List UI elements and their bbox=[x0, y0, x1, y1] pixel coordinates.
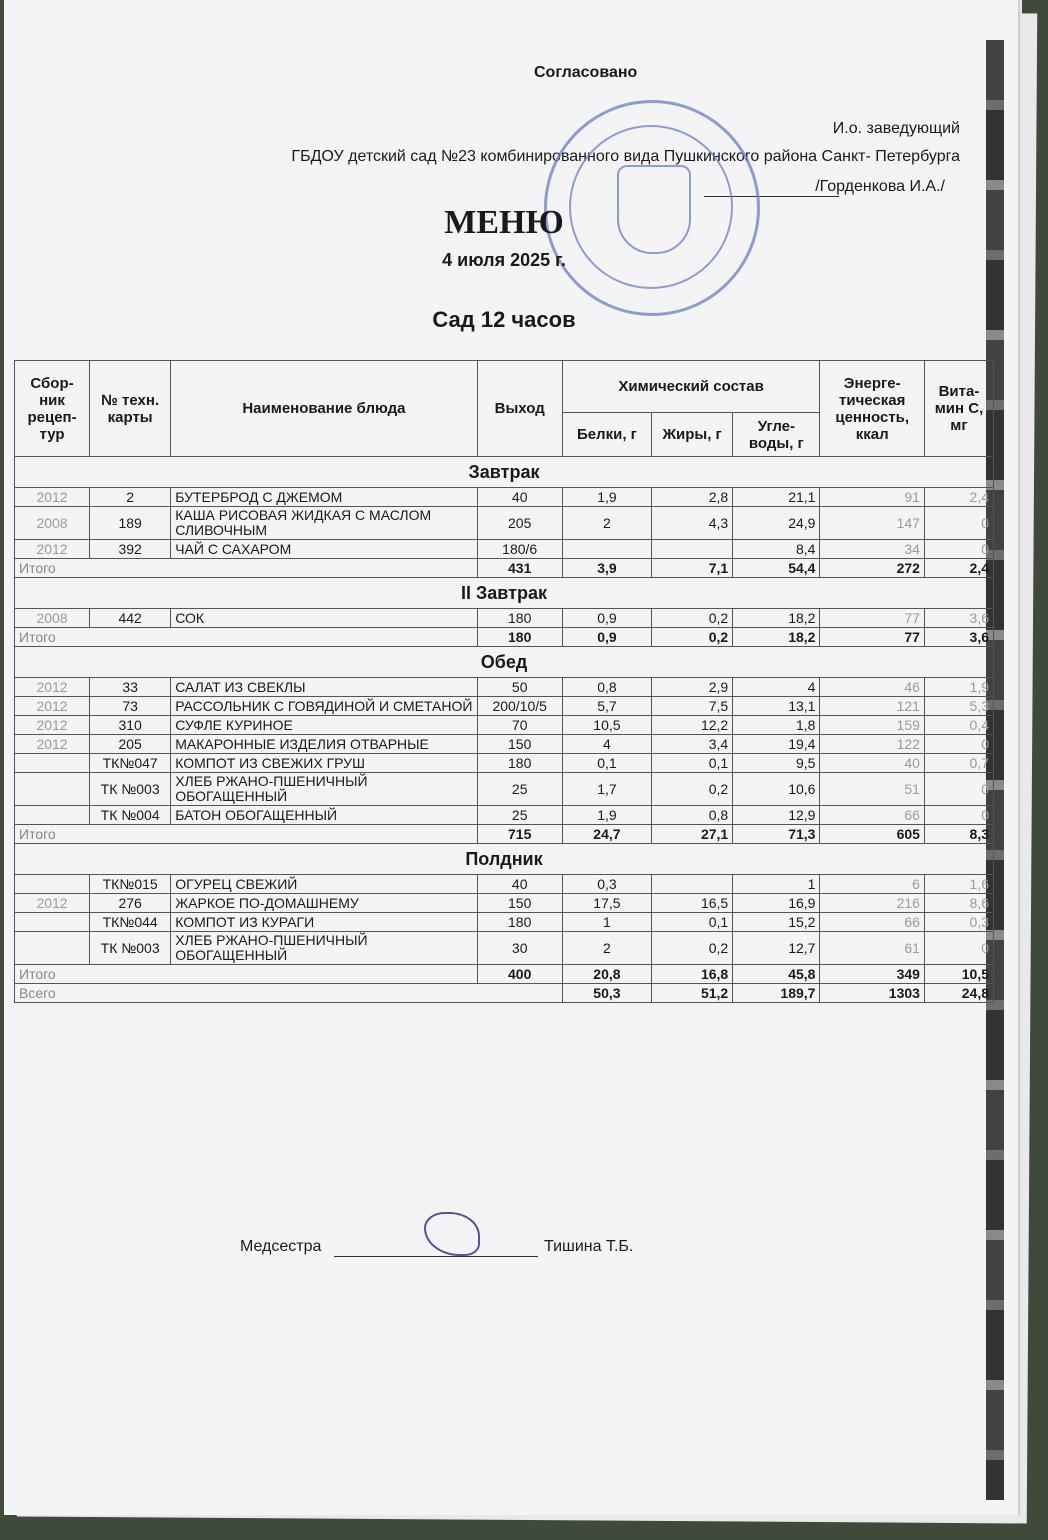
cell-card: 33 bbox=[90, 678, 171, 697]
total-fat: 7,1 bbox=[652, 559, 733, 578]
cell-carbs: 1,8 bbox=[733, 716, 820, 735]
cell-energy: 122 bbox=[820, 735, 924, 754]
organization-name: ГБДОУ детский сад №23 комбинированного вида Пушкинского района Санкт- Петербурга bbox=[291, 148, 960, 165]
cell-card: 442 bbox=[90, 609, 171, 628]
total-energy: 349 bbox=[820, 965, 924, 984]
col-card: № техн. карты bbox=[90, 361, 171, 457]
section-title: II Завтрак bbox=[15, 578, 994, 609]
cell-dish: РАССОЛЬНИК С ГОВЯДИНОЙ И СМЕТАНОЙ bbox=[171, 697, 477, 716]
cell-dish: ЖАРКОЕ ПО-ДОМАШНЕМУ bbox=[171, 894, 477, 913]
nurse-label: Медсестра bbox=[240, 1238, 322, 1255]
cell-yield: 205 bbox=[477, 507, 562, 540]
total-row bbox=[15, 965, 994, 984]
cell-fat: 0,8 bbox=[652, 806, 733, 825]
cell-dish: ЧАЙ С САХАРОМ bbox=[171, 540, 477, 559]
section-header bbox=[15, 647, 994, 678]
cell-collection: 2012 bbox=[15, 697, 90, 716]
signer-name: /Горденкова И.А./ bbox=[815, 178, 945, 195]
total-carbs: 18,2 bbox=[733, 628, 820, 647]
cell-fat bbox=[652, 875, 733, 894]
cell-card: ТК№047 bbox=[90, 754, 171, 773]
menu-table bbox=[14, 360, 994, 1003]
grand-total-fat: 51,2 bbox=[652, 984, 733, 1003]
table-row bbox=[15, 806, 994, 825]
cell-collection: 2012 bbox=[15, 894, 90, 913]
cell-dish: СУФЛЕ КУРИНОЕ bbox=[171, 716, 477, 735]
section-header bbox=[15, 844, 994, 875]
acting-head-label: И.о. заведующий bbox=[832, 120, 960, 137]
cell-vitc: 0,3 bbox=[924, 913, 993, 932]
total-energy: 272 bbox=[820, 559, 924, 578]
cell-carbs: 1 bbox=[733, 875, 820, 894]
cell-vitc: 5,3 bbox=[924, 697, 993, 716]
total-label: Итого bbox=[15, 628, 478, 647]
total-energy: 77 bbox=[820, 628, 924, 647]
cell-fat: 0,2 bbox=[652, 609, 733, 628]
cell-collection: 2012 bbox=[15, 678, 90, 697]
cell-collection bbox=[15, 806, 90, 825]
cell-protein: 1,9 bbox=[562, 806, 651, 825]
menu-date: 4 июля 2025 г. bbox=[442, 250, 566, 270]
cell-carbs: 13,1 bbox=[733, 697, 820, 716]
cell-protein: 0,9 bbox=[562, 609, 651, 628]
cell-dish: ХЛЕБ РЖАНО-ПШЕНИЧНЫЙ ОБОГАЩЕННЫЙ bbox=[171, 932, 477, 965]
table-row bbox=[15, 913, 994, 932]
table-row bbox=[15, 678, 994, 697]
total-yield: 180 bbox=[477, 628, 562, 647]
section-title: Обед bbox=[15, 647, 994, 678]
cell-card: 189 bbox=[90, 507, 171, 540]
total-vitc: 3,6 bbox=[924, 628, 993, 647]
cell-carbs: 19,4 bbox=[733, 735, 820, 754]
table-row bbox=[15, 735, 994, 754]
cell-collection bbox=[15, 773, 90, 806]
cell-fat: 4,3 bbox=[652, 507, 733, 540]
cell-fat: 0,2 bbox=[652, 932, 733, 965]
cell-yield: 150 bbox=[477, 894, 562, 913]
col-protein: Белки, г bbox=[562, 413, 651, 457]
cell-card: 73 bbox=[90, 697, 171, 716]
cell-card: 310 bbox=[90, 716, 171, 735]
section-title: Завтрак bbox=[15, 457, 994, 488]
cell-carbs: 9,5 bbox=[733, 754, 820, 773]
cell-protein: 10,5 bbox=[562, 716, 651, 735]
total-protein: 20,8 bbox=[562, 965, 651, 984]
cell-fat bbox=[652, 540, 733, 559]
total-yield: 715 bbox=[477, 825, 562, 844]
cell-carbs: 16,9 bbox=[733, 894, 820, 913]
cell-energy: 46 bbox=[820, 678, 924, 697]
cell-collection: 2012 bbox=[15, 716, 90, 735]
cell-card: ТК №003 bbox=[90, 773, 171, 806]
cell-vitc: 1,9 bbox=[924, 678, 993, 697]
table-row bbox=[15, 488, 994, 507]
cell-dish: КОМПОТ ИЗ КУРАГИ bbox=[171, 913, 477, 932]
nurse-signature-line bbox=[334, 1256, 538, 1257]
cell-fat: 3,4 bbox=[652, 735, 733, 754]
cell-carbs: 21,1 bbox=[733, 488, 820, 507]
nurse-signature-icon bbox=[424, 1212, 480, 1256]
cell-fat: 0,1 bbox=[652, 754, 733, 773]
cell-yield: 70 bbox=[477, 716, 562, 735]
total-label: Итого bbox=[15, 965, 478, 984]
cell-protein: 0,1 bbox=[562, 754, 651, 773]
table-row bbox=[15, 507, 994, 540]
cell-yield: 180 bbox=[477, 609, 562, 628]
cell-collection bbox=[15, 754, 90, 773]
table-row bbox=[15, 894, 994, 913]
cell-collection: 2008 bbox=[15, 609, 90, 628]
grand-total-vitc: 24,8 bbox=[924, 984, 993, 1003]
total-protein: 24,7 bbox=[562, 825, 651, 844]
cell-yield: 25 bbox=[477, 806, 562, 825]
cell-protein: 1 bbox=[562, 913, 651, 932]
grand-total-protein: 50,3 bbox=[562, 984, 651, 1003]
cell-yield: 40 bbox=[477, 875, 562, 894]
cell-collection: 2012 bbox=[15, 540, 90, 559]
cell-dish: ОГУРЕЦ СВЕЖИЙ bbox=[171, 875, 477, 894]
cell-energy: 91 bbox=[820, 488, 924, 507]
cell-vitc: 1,6 bbox=[924, 875, 993, 894]
cell-vitc: 2,4 bbox=[924, 488, 993, 507]
cell-vitc: 0 bbox=[924, 540, 993, 559]
cell-vitc: 8,6 bbox=[924, 894, 993, 913]
table-row bbox=[15, 540, 994, 559]
cell-carbs: 18,2 bbox=[733, 609, 820, 628]
menu-body bbox=[15, 457, 994, 1003]
total-yield: 400 bbox=[477, 965, 562, 984]
total-carbs: 45,8 bbox=[733, 965, 820, 984]
cell-dish: ХЛЕБ РЖАНО-ПШЕНИЧНЫЙ ОБОГАЩЕННЫЙ bbox=[171, 773, 477, 806]
col-energy: Энерге-тическая ценность, ккал bbox=[820, 361, 924, 457]
grand-total-energy: 1303 bbox=[820, 984, 924, 1003]
menu-subtitle: Сад 12 часов bbox=[432, 307, 576, 332]
section-header bbox=[15, 457, 994, 488]
cell-dish: КОМПОТ ИЗ СВЕЖИХ ГРУШ bbox=[171, 754, 477, 773]
cell-collection bbox=[15, 932, 90, 965]
cell-yield: 30 bbox=[477, 932, 562, 965]
nurse-name: Тишина Т.Б. bbox=[544, 1238, 634, 1255]
cell-collection: 2012 bbox=[15, 488, 90, 507]
col-carbs: Угле-воды, г bbox=[733, 413, 820, 457]
cell-energy: 216 bbox=[820, 894, 924, 913]
cell-carbs: 24,9 bbox=[733, 507, 820, 540]
total-fat: 16,8 bbox=[652, 965, 733, 984]
cell-card: 205 bbox=[90, 735, 171, 754]
cell-fat: 16,5 bbox=[652, 894, 733, 913]
cell-dish: САЛАТ ИЗ СВЕКЛЫ bbox=[171, 678, 477, 697]
grand-total-row bbox=[15, 984, 994, 1003]
cell-vitc: 0,4 bbox=[924, 716, 993, 735]
total-row bbox=[15, 559, 994, 578]
cell-yield: 40 bbox=[477, 488, 562, 507]
table-row bbox=[15, 697, 994, 716]
col-chem: Химический состав bbox=[562, 361, 820, 413]
cell-carbs: 10,6 bbox=[733, 773, 820, 806]
cell-carbs: 4 bbox=[733, 678, 820, 697]
cell-card: ТК №003 bbox=[90, 932, 171, 965]
cell-energy: 61 bbox=[820, 932, 924, 965]
table-row bbox=[15, 932, 994, 965]
table-row bbox=[15, 716, 994, 735]
cell-yield: 150 bbox=[477, 735, 562, 754]
cell-protein: 5,7 bbox=[562, 697, 651, 716]
total-vitc: 10,5 bbox=[924, 965, 993, 984]
cell-protein: 0,8 bbox=[562, 678, 651, 697]
total-protein: 3,9 bbox=[562, 559, 651, 578]
cell-energy: 159 bbox=[820, 716, 924, 735]
cell-fat: 2,8 bbox=[652, 488, 733, 507]
approved-label: Согласовано bbox=[534, 64, 638, 81]
total-protein: 0,9 bbox=[562, 628, 651, 647]
col-fat: Жиры, г bbox=[652, 413, 733, 457]
cell-card: ТК №004 bbox=[90, 806, 171, 825]
cell-collection bbox=[15, 875, 90, 894]
cell-vitc: 0 bbox=[924, 773, 993, 806]
cell-collection: 2012 bbox=[15, 735, 90, 754]
total-row bbox=[15, 628, 994, 647]
cell-fat: 2,9 bbox=[652, 678, 733, 697]
cell-energy: 51 bbox=[820, 773, 924, 806]
cell-card: 2 bbox=[90, 488, 171, 507]
table-row bbox=[15, 773, 994, 806]
total-yield: 431 bbox=[477, 559, 562, 578]
cell-carbs: 12,9 bbox=[733, 806, 820, 825]
cell-protein: 2 bbox=[562, 507, 651, 540]
cell-fat: 0,1 bbox=[652, 913, 733, 932]
cell-energy: 77 bbox=[820, 609, 924, 628]
cell-carbs: 15,2 bbox=[733, 913, 820, 932]
cell-collection: 2008 bbox=[15, 507, 90, 540]
total-carbs: 71,3 bbox=[733, 825, 820, 844]
total-vitc: 2,4 bbox=[924, 559, 993, 578]
table-row bbox=[15, 609, 994, 628]
cell-energy: 6 bbox=[820, 875, 924, 894]
cell-dish: МАКАРОННЫЕ ИЗДЕЛИЯ ОТВАРНЫЕ bbox=[171, 735, 477, 754]
grand-total-carbs: 189,7 bbox=[733, 984, 820, 1003]
total-label: Итого bbox=[15, 559, 478, 578]
cell-protein: 1,9 bbox=[562, 488, 651, 507]
cell-card: ТК№015 bbox=[90, 875, 171, 894]
cell-energy: 66 bbox=[820, 806, 924, 825]
cell-energy: 121 bbox=[820, 697, 924, 716]
cell-dish: БАТОН ОБОГАЩЕННЫЙ bbox=[171, 806, 477, 825]
cell-fat: 7,5 bbox=[652, 697, 733, 716]
menu-sheet bbox=[4, 0, 1018, 1515]
cell-protein: 0,3 bbox=[562, 875, 651, 894]
cell-energy: 34 bbox=[820, 540, 924, 559]
page-title: МЕНЮ bbox=[444, 204, 564, 241]
cell-carbs: 12,7 bbox=[733, 932, 820, 965]
cell-energy: 147 bbox=[820, 507, 924, 540]
col-vitc: Вита-мин С, мг bbox=[924, 361, 993, 457]
cell-protein: 4 bbox=[562, 735, 651, 754]
cell-dish: СОК bbox=[171, 609, 477, 628]
col-collection: Сбор-ник рецеп-тур bbox=[15, 361, 90, 457]
cell-vitc: 0 bbox=[924, 507, 993, 540]
cell-vitc: 0 bbox=[924, 806, 993, 825]
cell-yield: 50 bbox=[477, 678, 562, 697]
cell-vitc: 0,7 bbox=[924, 754, 993, 773]
cell-yield: 25 bbox=[477, 773, 562, 806]
total-carbs: 54,4 bbox=[733, 559, 820, 578]
cell-card: ТК№044 bbox=[90, 913, 171, 932]
cell-yield: 200/10/5 bbox=[477, 697, 562, 716]
total-vitc: 8,3 bbox=[924, 825, 993, 844]
cell-yield: 180/6 bbox=[477, 540, 562, 559]
cell-energy: 40 bbox=[820, 754, 924, 773]
cell-vitc: 0 bbox=[924, 735, 993, 754]
total-label: Итого bbox=[15, 825, 478, 844]
total-fat: 0,2 bbox=[652, 628, 733, 647]
grand-total-label: Всего bbox=[15, 984, 563, 1003]
section-title: Полдник bbox=[15, 844, 994, 875]
table-row bbox=[15, 754, 994, 773]
cell-dish: БУТЕРБРОД С ДЖЕМОМ bbox=[171, 488, 477, 507]
cell-vitc: 0 bbox=[924, 932, 993, 965]
col-yield: Выход bbox=[477, 361, 562, 457]
cell-dish: КАША РИСОВАЯ ЖИДКАЯ С МАСЛОМ СЛИВОЧНЫМ bbox=[171, 507, 477, 540]
cell-protein: 2 bbox=[562, 932, 651, 965]
cell-fat: 0,2 bbox=[652, 773, 733, 806]
cell-protein: 17,5 bbox=[562, 894, 651, 913]
cell-vitc: 3,6 bbox=[924, 609, 993, 628]
cell-carbs: 8,4 bbox=[733, 540, 820, 559]
cell-protein bbox=[562, 540, 651, 559]
col-dish: Наименование блюда bbox=[171, 361, 477, 457]
cell-card: 392 bbox=[90, 540, 171, 559]
cell-energy: 66 bbox=[820, 913, 924, 932]
cell-protein: 1,7 bbox=[562, 773, 651, 806]
cell-yield: 180 bbox=[477, 754, 562, 773]
cell-yield: 180 bbox=[477, 913, 562, 932]
section-header bbox=[15, 578, 994, 609]
table-row bbox=[15, 875, 994, 894]
cell-card: 276 bbox=[90, 894, 171, 913]
total-energy: 605 bbox=[820, 825, 924, 844]
cell-collection bbox=[15, 913, 90, 932]
total-row bbox=[15, 825, 994, 844]
cell-fat: 12,2 bbox=[652, 716, 733, 735]
total-fat: 27,1 bbox=[652, 825, 733, 844]
